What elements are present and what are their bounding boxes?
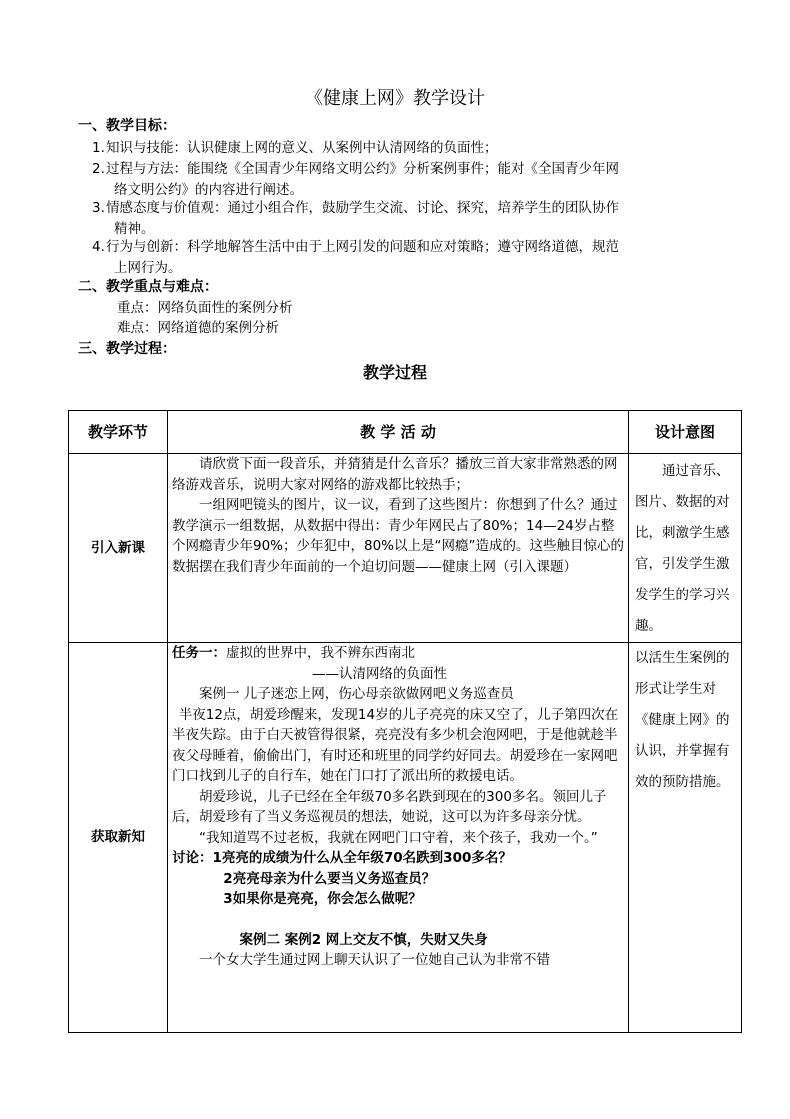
discussion-question: 2亮亮母亲为什么要当义务巡查员？ (223, 870, 436, 887)
header-activity: 教 学 活 动 (168, 411, 629, 454)
activity-cell (168, 454, 629, 643)
document-title: 《健康上网》教学设计 (305, 88, 485, 109)
activity-paragraph: 一组网吧镜头的图片，议一议，看到了这些图片：你想到了什么？通过教学演示一组数据，从数据中得出：青少年网民占了80%；14—24岁占整个网瘾青少年90%；少年犯中，80%以上是“网瘾”造成的。这些触目惊心的数据摆在我们青少年面前的一个迫切问题——健康上网（引入课题） (172, 497, 624, 575)
goal-item-3 (92, 198, 732, 240)
table-row (69, 643, 742, 1033)
teaching-process-table (68, 410, 742, 1033)
case1-paragraph: “我知道骂不过老板，我就在网吧门口守着，来个孩子，我劝一个。” (199, 829, 598, 846)
key-point: 重点：网络负面性的案例分析 (117, 300, 293, 316)
goal-item-2 (92, 159, 732, 201)
activity-paragraph: 请欣赏下面一段音乐，并猜猜是什么音乐？播放三首大家非常熟悉的网络游戏音乐，说明大家对网络的游戏都比较热手； (172, 456, 618, 493)
stage-cell: 引入新课 (69, 454, 168, 643)
task-label: 任务一： (172, 645, 226, 661)
header-intent: 设计意图 (629, 411, 742, 454)
discussion-question: 讨论：1亮亮的成绩为什么从全年级70名跌到300多名？ (172, 850, 512, 866)
goal-number: 4. (92, 239, 105, 255)
intent-cell (629, 454, 742, 643)
goal-text: 情感态度与价值观：通过小组合作，鼓励学生交流、讨论、探究，培养学生的团队协作 (106, 200, 619, 216)
intent-text: 通过音乐、图片、数据的对比，刺激学生感官，引发学生激发学生的学习兴趣。 (635, 463, 730, 634)
goal-text: 过程与方法：能围绕《全国青少年网络文明公约》分析案例事件；能对《全国青少年网 (106, 161, 619, 177)
discussion-question: 3如果你是亮亮，你会怎么做呢？ (223, 891, 422, 907)
goal-number: 2. (92, 161, 105, 177)
case1-paragraph: 半夜12点，胡爱珍醒来，发现14岁的儿子亮亮的床又空了，儿子第四次在半夜失踪。由于白天被管得很紧，亮亮没有多少机会泡网吧，于是他就趁半夜父母睡着，偷偷出门，有时还和班里的同学约好同去。胡爱珍在一家网吧门口找到儿子的自行车，她在门口打了派出所的救援电话。 (172, 706, 619, 784)
goal-text-cont: 络文明公约》的内容进行阐述。 (114, 182, 303, 198)
task-text: 虚拟的世界中，我不辨东西南北 (226, 645, 415, 661)
case1-paragraph: 胡爱珍说，儿子已经在全年级70多名跌到现在的300多名。领回儿子后，胡爱珍有了当义务巡视员的想法，她说，这可以为许多母亲分忧。 (172, 788, 607, 825)
process-heading: 三、教学过程： (78, 341, 176, 357)
header-stage: 教学环节 (69, 411, 168, 454)
intent-text: 以活生生案例的形式让学生对《健康上网》的认识，并掌握有效的预防措施。 (635, 650, 730, 790)
goal-text-cont: 精神。 (114, 221, 155, 237)
table-header-row (69, 411, 742, 454)
goal-number: 1. (92, 140, 105, 156)
goal-text: 行为与创新：科学地解答生活中由于上网引发的问题和应对策略；遵守网络道德，规范 (106, 239, 619, 255)
stage-cell: 获取新知 (69, 643, 168, 1033)
goal-item-4 (92, 237, 732, 279)
task-line (172, 643, 624, 664)
case2-title: 案例二 案例2 网上交友不慎，失财又失身 (239, 931, 488, 948)
case2-paragraph: 一个女大学生通过网上聊天认识了一位她自己认为非常不错 (199, 952, 550, 968)
goal-text: 知识与技能：认识健康上网的意义、从案例中认清网络的负面性； (106, 140, 498, 156)
table-caption: 教学过程 (362, 363, 427, 382)
keypoints-heading: 二、教学重点与难点： (78, 279, 218, 295)
difficult-point: 难点：网络道德的案例分析 (117, 320, 279, 336)
intent-cell (629, 643, 742, 1033)
goal-text-cont: 上网行为。 (114, 260, 182, 276)
goal-item-1 (92, 138, 732, 159)
goal-number: 3. (92, 200, 105, 216)
case1-title: 案例一 儿子迷恋上网，伤心母亲欲做网吧义务巡查员 (199, 686, 514, 702)
task-subtitle: ——认清网络的负面性 (312, 665, 447, 682)
table-row (69, 454, 742, 643)
goals-heading: 一、教学目标： (78, 118, 176, 134)
activity-cell (168, 643, 629, 1033)
